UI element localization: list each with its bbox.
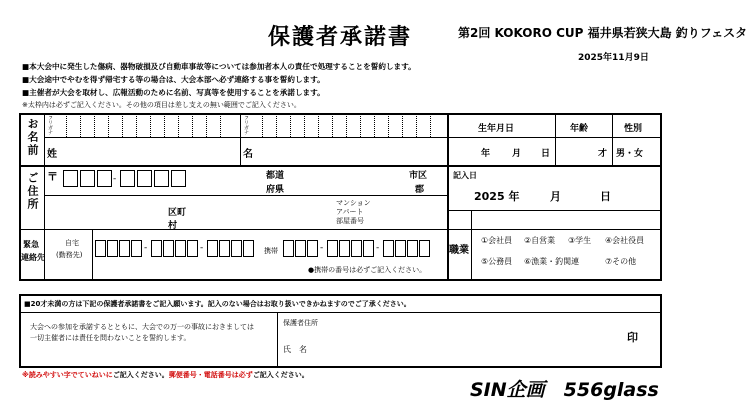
event-name: 第2回 KOKORO CUP 福井県若狭大島 釣りフェスタ [458, 26, 747, 40]
gender-label: 性別 [624, 124, 643, 134]
home-phone-digit[interactable] [187, 240, 198, 257]
mobile-phone-digit[interactable] [395, 240, 406, 257]
job-option-5[interactable]: ⑤公務員 [481, 257, 513, 266]
mobile-phone-digit[interactable] [419, 240, 430, 257]
mobile-phone-digit[interactable] [283, 240, 294, 257]
postal-mark: 〒 [47, 170, 58, 183]
home-phone-digit[interactable] [207, 240, 218, 257]
birth-day[interactable]: 日 [541, 149, 551, 159]
mobile-phone-digit[interactable] [407, 240, 418, 257]
event-date: 2025年11月9日 [578, 53, 649, 63]
home-phone-digit[interactable] [151, 240, 162, 257]
entry-date-label: 記入日 [453, 171, 477, 180]
furigana-mei-input[interactable] [262, 114, 447, 137]
mobile-phone-digit[interactable] [327, 240, 338, 257]
postal-digit-6[interactable] [154, 170, 169, 187]
guardian-name-label: 氏 名 [283, 345, 307, 354]
postal-digit-2[interactable] [80, 170, 95, 187]
page-title: 保護者承諾書 [268, 25, 413, 50]
note-3: ■主催者が大会を取材し、広報活動のために名前、写真等を使用することを承諾します。 [22, 88, 325, 97]
job-option-4[interactable]: ④会社役員 [605, 236, 645, 245]
job-option-3[interactable]: ③学生 [568, 236, 592, 245]
work-label: (勤務先) [56, 251, 83, 259]
mei-input[interactable] [262, 138, 447, 165]
home-phone-digit[interactable] [243, 240, 254, 257]
postal-digit-7[interactable] [171, 170, 186, 187]
job-option-2[interactable]: ②自営業 [524, 236, 556, 245]
home-phone-digit[interactable] [175, 240, 186, 257]
address-label: ご住所 [26, 172, 39, 211]
home-phone-digit[interactable] [231, 240, 242, 257]
entry-day[interactable]: 日 [600, 190, 611, 203]
mei-label: 名 [243, 149, 253, 160]
entry-year: 2025 年 [474, 190, 520, 203]
building-label-1: マンション [336, 199, 371, 207]
mobile-phone-digit[interactable] [295, 240, 306, 257]
birth-year[interactable]: 年 [481, 149, 491, 159]
note-2: ■大会途中でやむを得ず帰宅する等の場合は、大会本部へ必ず連絡する事を誓約します。 [22, 75, 325, 84]
birth-label: 生年月日 [478, 124, 515, 134]
postal-digit-1[interactable] [63, 170, 78, 187]
building-label-2: アパート [336, 208, 364, 216]
mobile-note: ●携帯の番号は必ずご記入ください。 [308, 266, 427, 274]
postal-digit-5[interactable] [137, 170, 152, 187]
age-input[interactable]: 才 [598, 149, 608, 159]
home-phone-digit[interactable] [219, 240, 230, 257]
consent-line-2: 一切主催者には責任を問わないことを誓約します。 [30, 334, 191, 342]
furigana-sei-input[interactable] [66, 114, 240, 137]
entry-month[interactable]: 月 [550, 190, 561, 203]
mobile-phone-digit[interactable] [307, 240, 318, 257]
city-label-top: 市区 [409, 171, 428, 181]
home-phone-digit[interactable] [119, 240, 130, 257]
pref-label-bottom: 府県 [266, 185, 285, 195]
furigana-label-mei: フリガナ [243, 115, 249, 135]
mobile-phone-digit[interactable] [363, 240, 374, 257]
emergency-label-2: 連絡先 [21, 253, 45, 262]
job-option-7[interactable]: ⑦その他 [605, 257, 637, 266]
town-label-top: 区町 [168, 208, 187, 218]
sei-input[interactable] [66, 138, 240, 165]
sei-label: 姓 [47, 149, 57, 160]
emergency-label-1: 緊急 [23, 240, 39, 249]
home-label: 自宅 [65, 239, 79, 247]
home-phone-digit[interactable] [163, 240, 174, 257]
job-option-1[interactable]: ①会社員 [481, 236, 513, 245]
job-label: 職業 [449, 245, 469, 256]
note-1: ■本大会中に発生した傷病、器物破損及び自動車事故等については参加者本人の責任で処理することを誓約します。 [22, 62, 416, 71]
age-label: 年齢 [570, 124, 589, 134]
furigana-label-sei: フリガナ [47, 115, 53, 135]
gender-options[interactable]: 男・女 [616, 149, 644, 159]
mobile-phone-digit[interactable] [351, 240, 362, 257]
city-label-bottom: 郡 [415, 185, 425, 195]
seal-mark: 印 [627, 331, 638, 344]
pref-label-top: 都道 [266, 171, 285, 181]
signature: SIN企画 556glass [470, 379, 659, 401]
home-phone-digit[interactable] [95, 240, 106, 257]
home-phone-digit[interactable] [131, 240, 142, 257]
guardian-notice: ■20才未満の方は下記の保護者承諾書をご記入願います。記入のない場合はお取り扱いできかねますのでご了承ください。 [24, 300, 411, 308]
fill-note: ※太枠内は必ずご記入ください。その他の項目は差し支えの無い範囲でご記入ください。 [22, 101, 301, 109]
consent-line-1: 大会への参加を承諾するとともに、大会での万一の事故におきましては [30, 323, 254, 331]
mobile-phone-digit[interactable] [339, 240, 350, 257]
home-phone-digit[interactable] [107, 240, 118, 257]
mobile-label: 携帯 [264, 247, 278, 255]
footer-note: ※読みやすい字でていねいにご記入ください。郵便番号・電話番号は必ずご記入ください。 [22, 371, 309, 379]
birth-month[interactable]: 月 [512, 149, 522, 159]
postal-digit-4[interactable] [120, 170, 135, 187]
guardian-address-input[interactable] [340, 314, 660, 338]
town-label-bottom: 村 [168, 221, 178, 231]
job-option-6[interactable]: ⑥漁業・釣関連 [524, 257, 580, 266]
building-label-3: 部屋番号 [336, 217, 364, 225]
guardian-name-input[interactable] [320, 340, 610, 366]
mobile-phone-digit[interactable] [383, 240, 394, 257]
name-label: お名前 [26, 118, 39, 157]
guardian-address-label: 保護者住所 [283, 319, 318, 327]
postal-digit-3[interactable] [97, 170, 112, 187]
address-detail-input[interactable] [44, 196, 447, 229]
